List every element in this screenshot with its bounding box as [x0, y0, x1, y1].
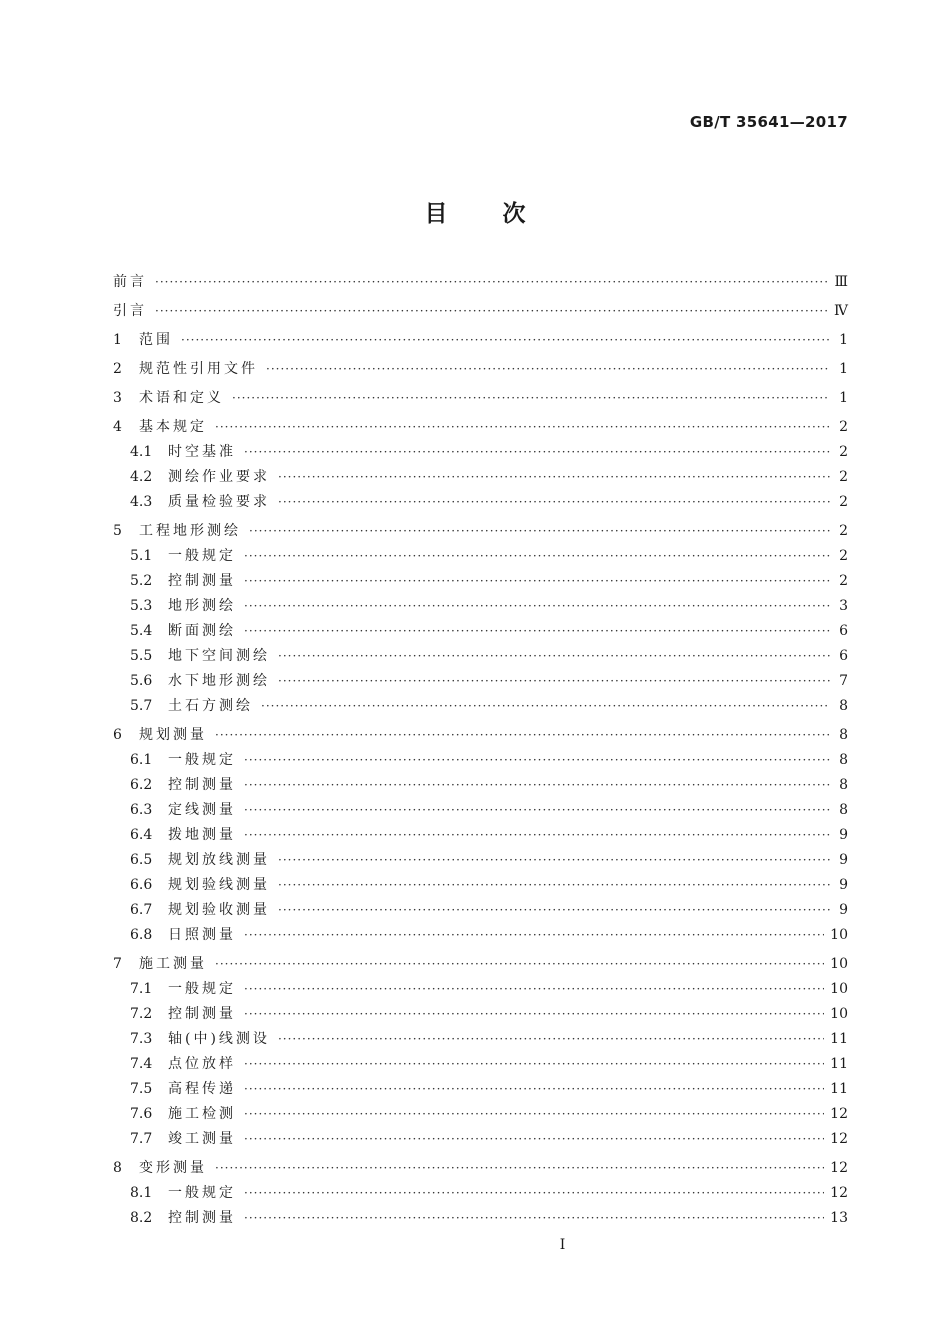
- toc-entry-number: 2: [113, 361, 122, 377]
- toc-entry-page: 11: [830, 1056, 848, 1072]
- toc-entry-page: 8: [839, 752, 848, 768]
- toc-entry-label: 定线测量: [168, 802, 236, 818]
- toc-entry-label: 术语和定义: [139, 390, 224, 406]
- toc-entry-number: 3: [113, 390, 122, 406]
- toc-entry-page: 2: [839, 573, 848, 589]
- toc-entry-label: 前言: [113, 274, 147, 290]
- toc-entry-label: 水下地形测绘: [168, 673, 270, 689]
- toc-entry-page: 10: [830, 981, 848, 997]
- toc-entry[interactable]: [113, 952, 848, 977]
- toc-entry[interactable]: [113, 270, 848, 295]
- toc-entry-number: 5.4: [130, 623, 153, 639]
- toc-entry-number: 1: [113, 332, 122, 348]
- toc-entry[interactable]: [113, 415, 848, 440]
- toc-entry-page: 2: [839, 548, 848, 564]
- toc-entry-page: 6: [839, 623, 848, 639]
- toc-entry[interactable]: [113, 748, 848, 773]
- toc-entry-label: 土石方测绘: [168, 698, 253, 714]
- toc-entry-label: 竣工测量: [168, 1131, 236, 1147]
- page-number: I: [559, 1237, 566, 1253]
- toc-entry-label: 一般规定: [168, 752, 236, 768]
- toc-entry-page: 9: [839, 827, 848, 843]
- toc-entry-number: 6.8: [130, 927, 153, 943]
- toc-entry-page: 8: [839, 698, 848, 714]
- toc-entry-label: 点位放样: [168, 1056, 236, 1072]
- toc-entry-page: 12: [830, 1160, 848, 1176]
- toc-entry-label: 引言: [113, 303, 147, 319]
- toc-entry-page: 1: [839, 332, 848, 348]
- toc-leader-dots: [278, 873, 830, 898]
- toc-entry-page: 3: [839, 598, 848, 614]
- toc-entry-page: 8: [839, 802, 848, 818]
- toc-entry-page: 12: [830, 1185, 848, 1201]
- toc-leader-dots: [215, 952, 824, 977]
- toc-entry[interactable]: [113, 977, 848, 1002]
- toc-entry-label: 一般规定: [168, 1185, 236, 1201]
- toc-entry-page: Ⅲ: [834, 274, 848, 290]
- toc-entry-number: 5.3: [130, 598, 153, 614]
- toc-entry-number: 7.3: [130, 1031, 153, 1047]
- toc-entry-page: 8: [839, 777, 848, 793]
- toc-leader-dots: [244, 1181, 824, 1206]
- toc-leader-dots: [244, 1206, 824, 1231]
- toc-entry-number: 6.6: [130, 877, 153, 893]
- toc-entry-number: 6.3: [130, 802, 153, 818]
- toc-entry-number: 7.1: [130, 981, 153, 997]
- toc-entry[interactable]: [113, 798, 848, 823]
- toc-leader-dots: [181, 328, 830, 353]
- toc-entry[interactable]: [113, 594, 848, 619]
- toc-entry[interactable]: [113, 490, 848, 515]
- toc-entry-label: 地下空间测绘: [168, 648, 270, 664]
- toc-entry-number: 4.2: [130, 469, 153, 485]
- toc-entry-page: 10: [830, 1006, 848, 1022]
- toc-entry[interactable]: [113, 669, 848, 694]
- toc-entry-label: 规范性引用文件: [139, 361, 258, 377]
- toc-entry-page: Ⅳ: [834, 303, 848, 319]
- toc-entry-label: 规划验收测量: [168, 902, 270, 918]
- toc-entry[interactable]: [113, 386, 848, 411]
- toc-leader-dots: [244, 798, 830, 823]
- toc-leader-dots: [278, 848, 830, 873]
- toc-entry-number: 7.5: [130, 1081, 153, 1097]
- toc-entry-label: 施工测量: [139, 956, 207, 972]
- toc-entry-label: 控制测量: [168, 573, 236, 589]
- toc-leader-dots: [261, 694, 830, 719]
- toc-entry-label: 范围: [139, 332, 173, 348]
- page-title: 目次: [424, 201, 581, 227]
- toc-entry-page: 7: [839, 673, 848, 689]
- toc-entry-number: 8.2: [130, 1210, 153, 1226]
- toc-entry-page: 6: [839, 648, 848, 664]
- toc-entry-label: 规划放线测量: [168, 852, 270, 868]
- toc-entry-page: 12: [830, 1106, 848, 1122]
- toc-leader-dots: [244, 1052, 824, 1077]
- toc-entry-number: 5.6: [130, 673, 153, 689]
- toc-entry-page: 9: [839, 902, 848, 918]
- toc-entry-number: 8.1: [130, 1185, 153, 1201]
- toc-entry-number: 6.5: [130, 852, 153, 868]
- toc-entry[interactable]: [113, 1156, 848, 1181]
- toc-entry-page: 2: [839, 444, 848, 460]
- toc-leader-dots: [215, 1156, 824, 1181]
- toc-leader-dots: [244, 440, 830, 465]
- toc-entry-number: 7: [113, 956, 122, 972]
- toc-entry[interactable]: [113, 1002, 848, 1027]
- toc-entry-page: 11: [830, 1031, 848, 1047]
- toc-entry-label: 质量检验要求: [168, 494, 270, 510]
- toc-entry-page: 1: [839, 361, 848, 377]
- toc-entry[interactable]: [113, 1077, 848, 1102]
- toc-entry-page: 2: [839, 469, 848, 485]
- toc-entry[interactable]: [113, 1027, 848, 1052]
- toc-entry[interactable]: [113, 773, 848, 798]
- toc-entry-page: 2: [839, 494, 848, 510]
- toc-entry-page: 11: [830, 1081, 848, 1097]
- toc-entry[interactable]: [113, 544, 848, 569]
- toc-entry[interactable]: [113, 1102, 848, 1127]
- toc-entry[interactable]: [113, 357, 848, 382]
- toc-leader-dots: [244, 977, 824, 1002]
- toc-entry-page: 9: [839, 877, 848, 893]
- toc-entry-number: 8: [113, 1160, 122, 1176]
- toc-entry-number: 6.7: [130, 902, 153, 918]
- toc-entry[interactable]: [113, 619, 848, 644]
- toc-entry-label: 时空基准: [168, 444, 236, 460]
- toc-entry-number: 6.2: [130, 777, 153, 793]
- toc-entry-page: 9: [839, 852, 848, 868]
- toc-entry-page: 10: [830, 956, 848, 972]
- toc-entry-label: 规划验线测量: [168, 877, 270, 893]
- toc-entry[interactable]: [113, 465, 848, 490]
- toc-entry-number: 7.4: [130, 1056, 153, 1072]
- toc-entry-page: 13: [830, 1210, 848, 1226]
- toc-entry-number: 5.1: [130, 548, 153, 564]
- toc-entry[interactable]: [113, 873, 848, 898]
- toc-leader-dots: [244, 1102, 824, 1127]
- toc-leader-dots: [244, 773, 830, 798]
- toc-entry-label: 一般规定: [168, 981, 236, 997]
- toc-entry[interactable]: [113, 823, 848, 848]
- toc-leader-dots: [215, 723, 830, 748]
- toc-entry-number: 6.4: [130, 827, 153, 843]
- toc-entry[interactable]: [113, 1127, 848, 1152]
- toc-leader-dots: [278, 644, 830, 669]
- toc-entry-label: 控制测量: [168, 1210, 236, 1226]
- toc-entry-number: 4.3: [130, 494, 153, 510]
- standard-code: GB/T 35641—2017: [689, 113, 848, 131]
- toc-entry[interactable]: [113, 299, 848, 324]
- toc-leader-dots: [266, 357, 830, 382]
- toc-entry-label: 施工检测: [168, 1106, 236, 1122]
- toc-entry-label: 日照测量: [168, 927, 236, 943]
- toc-entry-number: 5: [113, 523, 122, 539]
- toc-entry-label: 控制测量: [168, 1006, 236, 1022]
- toc-leader-dots: [244, 1127, 824, 1152]
- toc-entry-label: 规划测量: [139, 727, 207, 743]
- toc-entry-number: 5.7: [130, 698, 153, 714]
- toc-entry-number: 7.2: [130, 1006, 153, 1022]
- table-of-contents: [113, 270, 848, 1231]
- toc-leader-dots: [244, 923, 824, 948]
- toc-entry-number: 4: [113, 419, 122, 435]
- toc-leader-dots: [244, 748, 830, 773]
- toc-leader-dots: [249, 519, 830, 544]
- toc-leader-dots: [215, 415, 830, 440]
- toc-entry[interactable]: [113, 1052, 848, 1077]
- toc-leader-dots: [278, 490, 830, 515]
- toc-entry-number: 4.1: [130, 444, 153, 460]
- toc-entry[interactable]: [113, 644, 848, 669]
- toc-entry-label: 变形测量: [139, 1160, 207, 1176]
- toc-entry-label: 基本规定: [139, 419, 207, 435]
- toc-entry-label: 工程地形测绘: [139, 523, 241, 539]
- toc-entry-label: 轴(中)线测设: [168, 1031, 270, 1047]
- toc-entry-number: 7.7: [130, 1131, 153, 1147]
- toc-entry-number: 5.5: [130, 648, 153, 664]
- toc-entry-label: 高程传递: [168, 1081, 236, 1097]
- toc-entry-label: 断面测绘: [168, 623, 236, 639]
- toc-entry[interactable]: [113, 723, 848, 748]
- toc-leader-dots: [244, 619, 830, 644]
- toc-entry-page: 8: [839, 727, 848, 743]
- toc-entry-label: 测绘作业要求: [168, 469, 270, 485]
- toc-entry-number: 6.1: [130, 752, 153, 768]
- toc-entry[interactable]: [113, 923, 848, 948]
- toc-entry[interactable]: [113, 440, 848, 465]
- toc-leader-dots: [278, 465, 830, 490]
- toc-leader-dots: [244, 544, 830, 569]
- toc-leader-dots: [244, 1002, 824, 1027]
- toc-entry-page: 12: [830, 1131, 848, 1147]
- toc-entry[interactable]: [113, 1206, 848, 1231]
- toc-entry-number: 6: [113, 727, 122, 743]
- toc-entry-page: 10: [830, 927, 848, 943]
- toc-leader-dots: [244, 1077, 824, 1102]
- toc-entry-number: 7.6: [130, 1106, 153, 1122]
- toc-leader-dots: [232, 386, 830, 411]
- toc-entry[interactable]: [113, 898, 848, 923]
- toc-leader-dots: [244, 569, 830, 594]
- toc-entry-page: 2: [839, 523, 848, 539]
- toc-entry-label: 一般规定: [168, 548, 236, 564]
- toc-entry-page: 2: [839, 419, 848, 435]
- toc-entry-number: 5.2: [130, 573, 153, 589]
- toc-entry[interactable]: [113, 519, 848, 544]
- toc-entry-page: 1: [839, 390, 848, 406]
- toc-entry[interactable]: [113, 848, 848, 873]
- toc-entry-label: 拨地测量: [168, 827, 236, 843]
- toc-entry[interactable]: [113, 569, 848, 594]
- toc-leader-dots: [278, 669, 830, 694]
- toc-leader-dots: [278, 1027, 824, 1052]
- toc-entry[interactable]: [113, 328, 848, 353]
- toc-leader-dots: [155, 270, 828, 295]
- toc-entry[interactable]: [113, 1181, 848, 1206]
- toc-entry[interactable]: [113, 694, 848, 719]
- toc-entry-label: 地形测绘: [168, 598, 236, 614]
- toc-leader-dots: [155, 299, 828, 324]
- toc-leader-dots: [244, 823, 830, 848]
- toc-leader-dots: [278, 898, 830, 923]
- toc-leader-dots: [244, 594, 830, 619]
- toc-entry-label: 控制测量: [168, 777, 236, 793]
